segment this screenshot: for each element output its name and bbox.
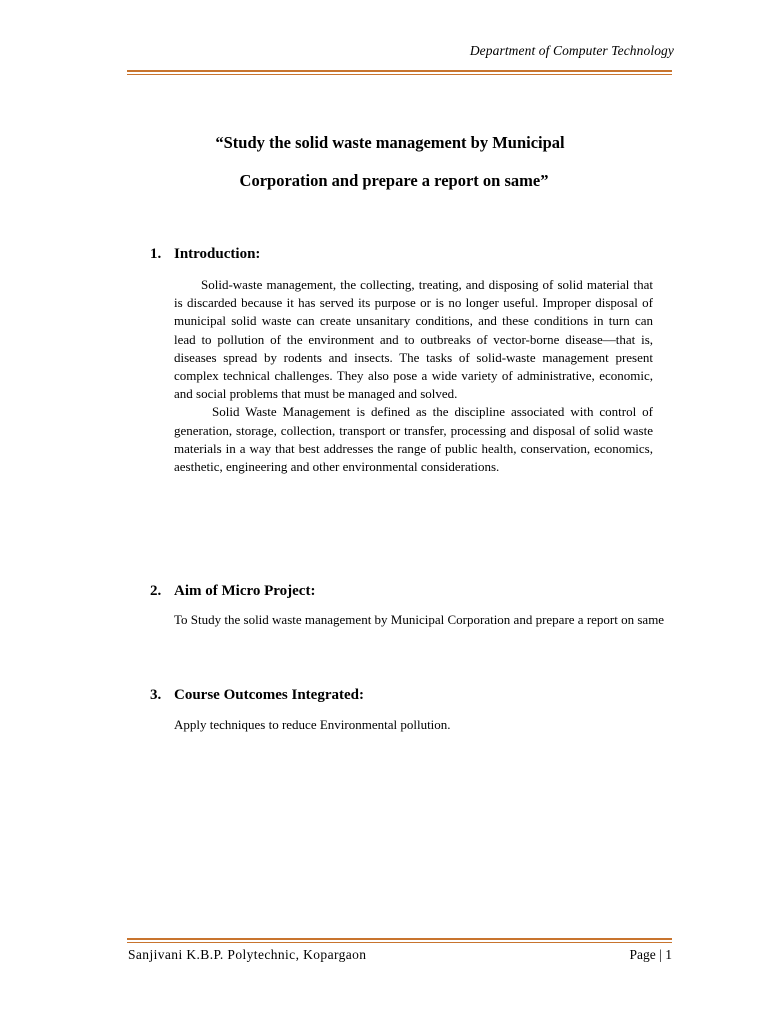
section-title: Course Outcomes Integrated: (174, 687, 364, 703)
footer-institution: Sanjivani K.B.P. Polytechnic, Kopargaon (128, 947, 367, 962)
footer-rule (127, 938, 672, 943)
section-number: 3. (150, 687, 162, 703)
introduction-paragraph-1: Solid-waste management, the collecting, treating, and disposing of solid material that is discarded because it has served its purpose or is no longer useful. Improper disposal of municipal solid waste can create unsanitary conditions, and these conditions in turn can lead to pollution of the environment and to outbreaks of vector-borne disease—that is, diseases spread by rodents and insects. The tasks of solid-waste management present complex technical challenges. They also pose a wide variety of administrative, economic, and social problems that must be managed and solved. (174, 277, 653, 402)
page-number: Page | 1 (629, 947, 672, 962)
section-number: 2. (150, 583, 162, 599)
section-heading-introduction (150, 246, 260, 263)
document-title (120, 124, 660, 200)
section-title: Aim of Micro Project: (174, 583, 316, 599)
section-heading-course-outcomes (150, 687, 364, 704)
title-line-2: Corporation and prepare a report on same” (239, 171, 549, 190)
section-title: Introduction: (174, 246, 261, 262)
aim-body: To Study the solid waste management by Municipal Corporation and prepare a report on same (174, 612, 665, 627)
section-heading-aim (150, 583, 315, 600)
introduction-paragraph-2: Solid Waste Management is defined as the discipline associated with control of generation, storage, collection, transport or transfer, processing and disposal of solid waste materials in a way that best addresses the range of public health, conservation, economics, aesthetic, engineering and other environmental considerations. (174, 404, 653, 475)
course-outcomes-body: Apply techniques to reduce Environmental pollution. (174, 717, 451, 732)
title-line-1: “Study the solid waste management by Municipal (215, 133, 565, 152)
section-number: 1. (150, 246, 162, 262)
header-rule (127, 70, 672, 75)
page-header-department: Department of Computer Technology (469, 43, 674, 58)
introduction-body (174, 276, 653, 476)
